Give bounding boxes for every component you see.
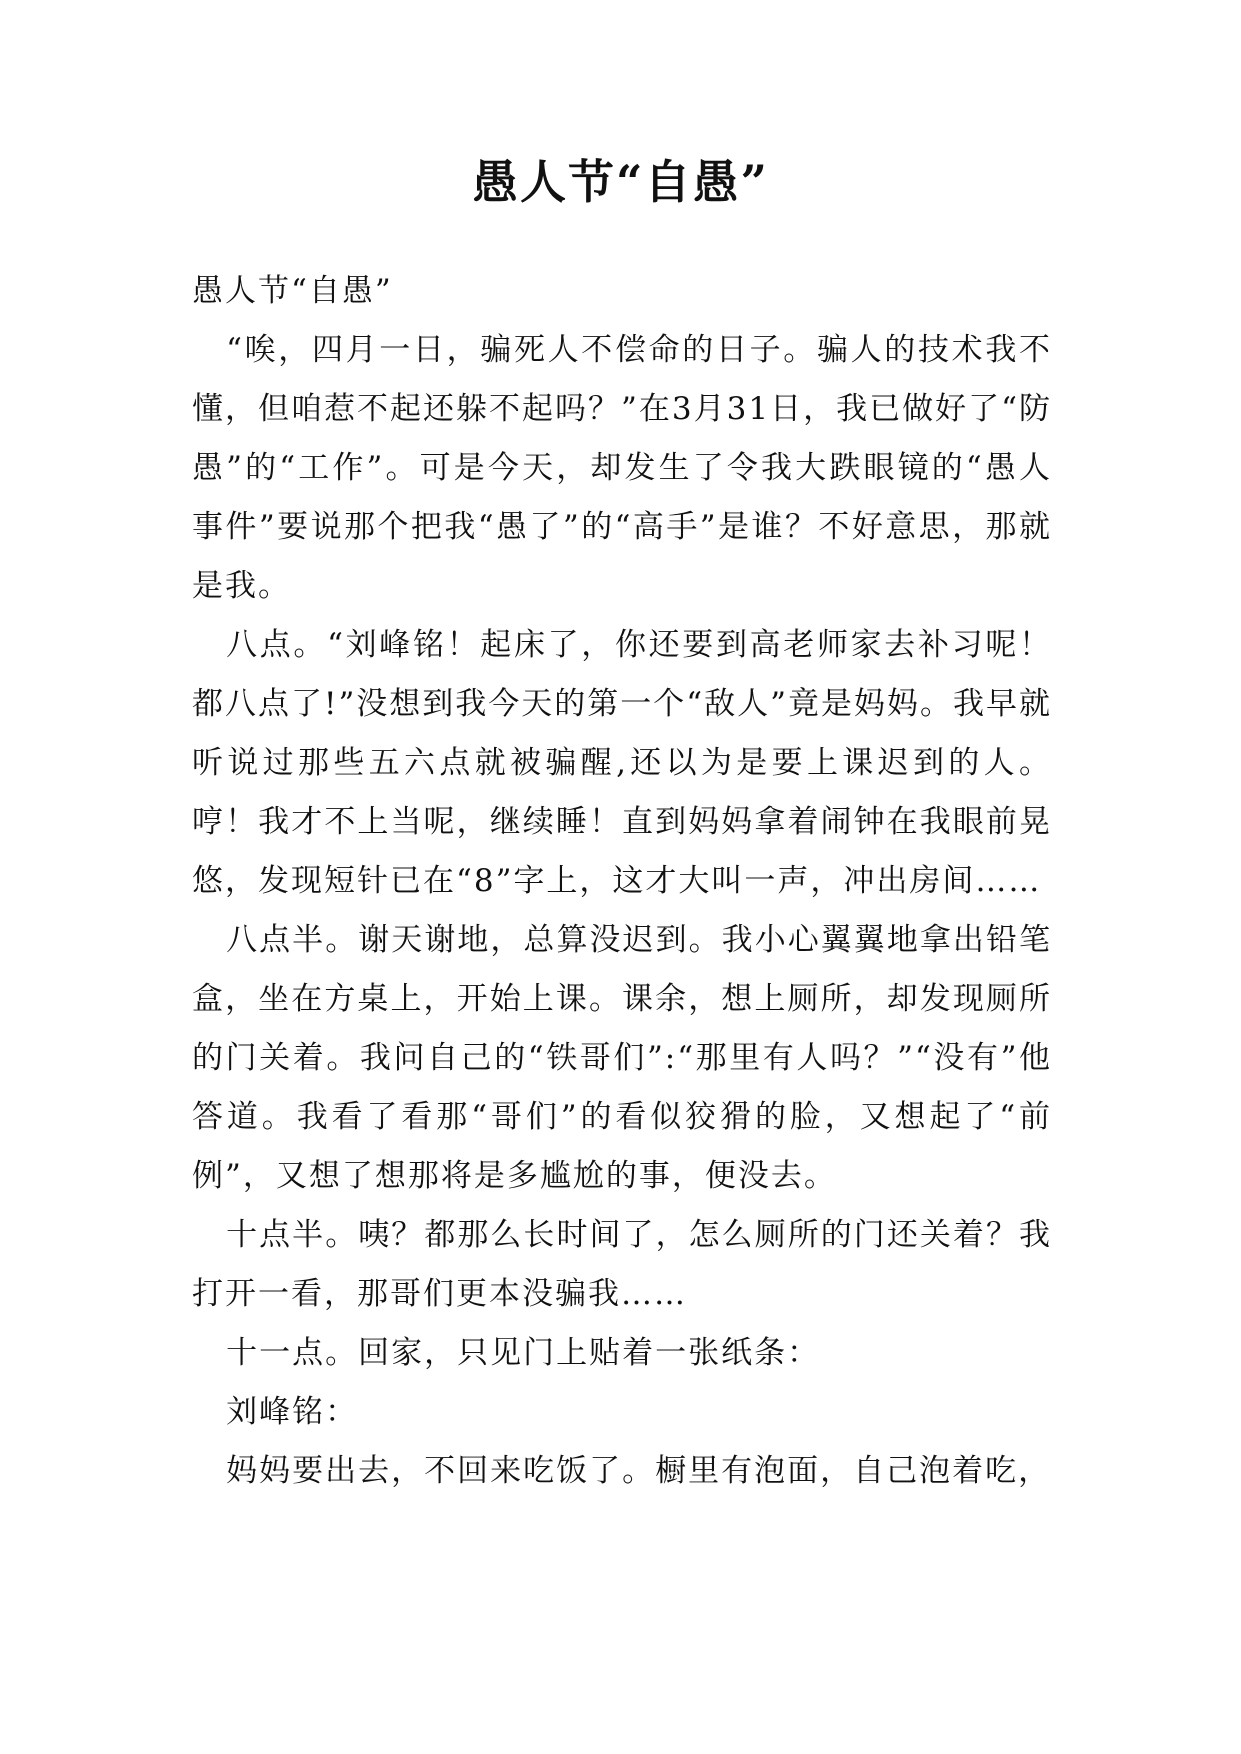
paragraph: 八点半。谢天谢地，总算没迟到。我小心翼翼地拿出铅笔盒，坐在方桌上，开始上课。课余，想上厕所，却发现厕所的门关着。我问自己的“铁哥们”:“那里有人吗？”“没有”他答道。我看了看那“哥们”的看似狡猾的脸，又想起了“前例”，又想了想那将是多尴尬的事，便没去。 (192, 922, 1052, 1194)
note-body: 妈妈要出去，不回来吃饭了。橱里有泡面，自己泡着吃， (226, 1453, 1052, 1489)
paragraph: 十一点。回家，只见门上贴着一张纸条： (226, 1335, 821, 1371)
document-body (192, 262, 1052, 1501)
paragraph: “唉，四月一日，骗死人不偿命的日子。骗人的技术我不懂，但咱惹不起还躲不起吗？”在3月31日，我已做好了“防愚”的“工作”。可是今天，却发生了令我大跌眼镜的“愚人事件”要说那个把我“愚了”的“高手”是谁？不好意思，那就是我。 (192, 332, 1052, 604)
paragraph: 八点。“刘峰铭！起床了，你还要到高老师家去补习呢！都八点了!”没想到我今天的第一个“敌人”竟是妈妈。我早就听说过那些五六点就被骗醒,还以为是要上课迟到的人。哼！我才不上当呢，继续睡！直到妈妈拿着闹钟在我眼前晃悠，发现短针已在“8”字上，这才大叫一声，冲出房间…… (192, 627, 1052, 899)
note-salutation: 刘峰铭： (226, 1394, 359, 1430)
paragraph: 十点半。咦？都那么长时间了，怎么厕所的门还关着？我打开一看，那哥们更本没骗我…… (192, 1217, 1052, 1312)
document-title: 愚人节“自愚” (472, 155, 769, 209)
paragraph-subtitle: 愚人节“自愚” (192, 273, 393, 309)
